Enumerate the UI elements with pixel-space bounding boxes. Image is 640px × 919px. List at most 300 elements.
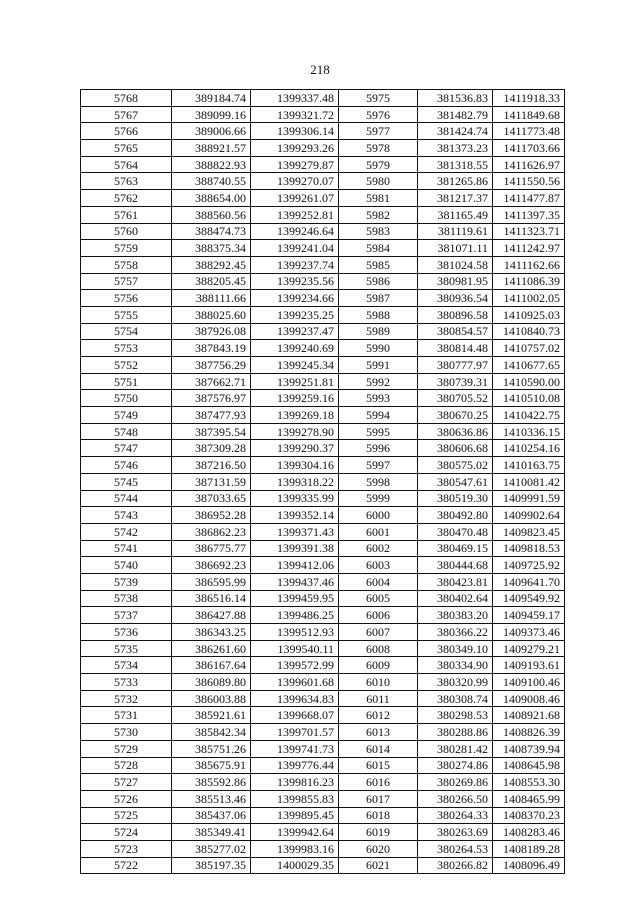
table-row <box>81 523 565 540</box>
x-coordinate-right-cell: 381424.74 <box>418 123 493 140</box>
point-id-right-cell: 6019 <box>339 824 418 841</box>
x-coordinate-left-cell: 387395.54 <box>172 423 251 440</box>
x-coordinate-left-cell: 388560.56 <box>172 206 251 223</box>
x-coordinate-left-cell: 385751.26 <box>172 740 251 757</box>
table-row <box>81 407 565 424</box>
point-id-left-cell: 5730 <box>81 724 172 741</box>
y-coordinate-right-cell: 1409641.70 <box>493 573 565 590</box>
table-row <box>81 707 565 724</box>
point-id-right-cell: 6012 <box>339 707 418 724</box>
x-coordinate-left-cell: 387309.28 <box>172 440 251 457</box>
x-coordinate-left-cell: 387477.93 <box>172 407 251 424</box>
y-coordinate-left-cell: 1399701.57 <box>251 724 339 741</box>
table-row <box>81 857 565 874</box>
x-coordinate-left-cell: 385513.46 <box>172 790 251 807</box>
x-coordinate-left-cell: 388292.45 <box>172 256 251 273</box>
point-id-left-cell: 5763 <box>81 173 172 190</box>
table-row <box>81 790 565 807</box>
y-coordinate-left-cell: 1399237.74 <box>251 256 339 273</box>
x-coordinate-left-cell: 388921.57 <box>172 140 251 157</box>
x-coordinate-left-cell: 385842.34 <box>172 724 251 741</box>
point-id-left-cell: 5731 <box>81 707 172 724</box>
x-coordinate-left-cell: 385277.02 <box>172 840 251 857</box>
point-id-left-cell: 5724 <box>81 824 172 841</box>
point-id-left-cell: 5742 <box>81 523 172 540</box>
y-coordinate-left-cell: 1399983.16 <box>251 840 339 857</box>
x-coordinate-right-cell: 380281.42 <box>418 740 493 757</box>
y-coordinate-right-cell: 1408096.49 <box>493 857 565 874</box>
x-coordinate-right-cell: 380670.25 <box>418 407 493 424</box>
x-coordinate-right-cell: 381024.58 <box>418 256 493 273</box>
point-id-left-cell: 5768 <box>81 90 172 107</box>
point-id-right-cell: 5983 <box>339 223 418 240</box>
x-coordinate-right-cell: 380288.86 <box>418 724 493 741</box>
y-coordinate-left-cell: 1399293.26 <box>251 140 339 157</box>
x-coordinate-right-cell: 380606.68 <box>418 440 493 457</box>
y-coordinate-left-cell: 1399270.07 <box>251 173 339 190</box>
point-id-left-cell: 5747 <box>81 440 172 457</box>
y-coordinate-right-cell: 1408826.39 <box>493 724 565 741</box>
point-id-left-cell: 5764 <box>81 156 172 173</box>
x-coordinate-right-cell: 380814.48 <box>418 340 493 357</box>
point-id-left-cell: 5767 <box>81 106 172 123</box>
table-row <box>81 573 565 590</box>
point-id-right-cell: 5980 <box>339 173 418 190</box>
y-coordinate-right-cell: 1408921.68 <box>493 707 565 724</box>
x-coordinate-right-cell: 380705.52 <box>418 390 493 407</box>
y-coordinate-left-cell: 1399437.46 <box>251 573 339 590</box>
table-row <box>81 90 565 107</box>
y-coordinate-right-cell: 1409549.92 <box>493 590 565 607</box>
table-row <box>81 457 565 474</box>
y-coordinate-left-cell: 1399235.56 <box>251 273 339 290</box>
point-id-left-cell: 5722 <box>81 857 172 874</box>
table-row <box>81 674 565 691</box>
x-coordinate-right-cell: 381119.61 <box>418 223 493 240</box>
y-coordinate-left-cell: 1399486.25 <box>251 607 339 624</box>
coordinates-table-body <box>81 90 565 874</box>
x-coordinate-left-cell: 386692.23 <box>172 557 251 574</box>
point-id-left-cell: 5745 <box>81 473 172 490</box>
point-id-right-cell: 6001 <box>339 523 418 540</box>
x-coordinate-right-cell: 380423.81 <box>418 573 493 590</box>
y-coordinate-right-cell: 1411162.66 <box>493 256 565 273</box>
x-coordinate-left-cell: 389006.66 <box>172 123 251 140</box>
table-row <box>81 106 565 123</box>
point-id-right-cell: 6020 <box>339 840 418 857</box>
table-row <box>81 774 565 791</box>
y-coordinate-left-cell: 1399540.11 <box>251 640 339 657</box>
x-coordinate-left-cell: 387576.97 <box>172 390 251 407</box>
table-row <box>81 490 565 507</box>
y-coordinate-right-cell: 1410590.00 <box>493 373 565 390</box>
table-row <box>81 690 565 707</box>
y-coordinate-right-cell: 1410081.42 <box>493 473 565 490</box>
point-id-left-cell: 5743 <box>81 507 172 524</box>
x-coordinate-right-cell: 380469.15 <box>418 540 493 557</box>
point-id-right-cell: 5997 <box>339 457 418 474</box>
point-id-left-cell: 5737 <box>81 607 172 624</box>
point-id-left-cell: 5734 <box>81 657 172 674</box>
x-coordinate-right-cell: 380444.68 <box>418 557 493 574</box>
y-coordinate-right-cell: 1411323.71 <box>493 223 565 240</box>
point-id-right-cell: 6009 <box>339 657 418 674</box>
point-id-left-cell: 5726 <box>81 790 172 807</box>
y-coordinate-right-cell: 1411849.68 <box>493 106 565 123</box>
point-id-left-cell: 5761 <box>81 206 172 223</box>
y-coordinate-left-cell: 1399245.34 <box>251 357 339 374</box>
x-coordinate-right-cell: 380470.48 <box>418 523 493 540</box>
point-id-right-cell: 5978 <box>339 140 418 157</box>
table-row <box>81 473 565 490</box>
x-coordinate-left-cell: 386261.60 <box>172 640 251 657</box>
y-coordinate-left-cell: 1399241.04 <box>251 240 339 257</box>
point-id-left-cell: 5765 <box>81 140 172 157</box>
y-coordinate-left-cell: 1400029.35 <box>251 857 339 874</box>
table-row <box>81 323 565 340</box>
x-coordinate-right-cell: 380519.30 <box>418 490 493 507</box>
y-coordinate-left-cell: 1399240.69 <box>251 340 339 357</box>
x-coordinate-left-cell: 389099.16 <box>172 106 251 123</box>
x-coordinate-left-cell: 388025.60 <box>172 306 251 323</box>
x-coordinate-right-cell: 380263.69 <box>418 824 493 841</box>
coordinates-table <box>80 89 565 874</box>
x-coordinate-left-cell: 385197.35 <box>172 857 251 874</box>
y-coordinate-right-cell: 1409902.64 <box>493 507 565 524</box>
y-coordinate-right-cell: 1409279.21 <box>493 640 565 657</box>
point-id-right-cell: 5999 <box>339 490 418 507</box>
point-id-left-cell: 5725 <box>81 807 172 824</box>
table-row <box>81 223 565 240</box>
point-id-left-cell: 5759 <box>81 240 172 257</box>
y-coordinate-right-cell: 1410422.75 <box>493 407 565 424</box>
table-row <box>81 807 565 824</box>
y-coordinate-left-cell: 1399337.48 <box>251 90 339 107</box>
x-coordinate-left-cell: 388474.73 <box>172 223 251 240</box>
x-coordinate-left-cell: 386343.25 <box>172 624 251 641</box>
point-id-right-cell: 6005 <box>339 590 418 607</box>
table-row <box>81 240 565 257</box>
point-id-left-cell: 5748 <box>81 423 172 440</box>
point-id-left-cell: 5729 <box>81 740 172 757</box>
point-id-right-cell: 5996 <box>339 440 418 457</box>
x-coordinate-left-cell: 388375.34 <box>172 240 251 257</box>
point-id-left-cell: 5752 <box>81 357 172 374</box>
x-coordinate-right-cell: 380981.95 <box>418 273 493 290</box>
y-coordinate-right-cell: 1411626.97 <box>493 156 565 173</box>
point-id-right-cell: 5987 <box>339 290 418 307</box>
x-coordinate-right-cell: 380636.86 <box>418 423 493 440</box>
table-row <box>81 624 565 641</box>
page-number: 218 <box>310 62 330 77</box>
y-coordinate-right-cell: 1410336.15 <box>493 423 565 440</box>
x-coordinate-right-cell: 380308.74 <box>418 690 493 707</box>
y-coordinate-right-cell: 1410163.75 <box>493 457 565 474</box>
x-coordinate-left-cell: 387216.50 <box>172 457 251 474</box>
table-row <box>81 390 565 407</box>
x-coordinate-left-cell: 385675.91 <box>172 757 251 774</box>
y-coordinate-left-cell: 1399335.99 <box>251 490 339 507</box>
table-row <box>81 590 565 607</box>
point-id-right-cell: 5975 <box>339 90 418 107</box>
point-id-right-cell: 6021 <box>339 857 418 874</box>
y-coordinate-left-cell: 1399278.90 <box>251 423 339 440</box>
x-coordinate-right-cell: 380402.64 <box>418 590 493 607</box>
y-coordinate-right-cell: 1411550.56 <box>493 173 565 190</box>
x-coordinate-right-cell: 381373.23 <box>418 140 493 157</box>
y-coordinate-right-cell: 1410254.16 <box>493 440 565 457</box>
x-coordinate-right-cell: 381482.79 <box>418 106 493 123</box>
x-coordinate-left-cell: 386516.14 <box>172 590 251 607</box>
table-row <box>81 557 565 574</box>
x-coordinate-right-cell: 380264.33 <box>418 807 493 824</box>
y-coordinate-right-cell: 1409818.53 <box>493 540 565 557</box>
y-coordinate-left-cell: 1399776.44 <box>251 757 339 774</box>
y-coordinate-left-cell: 1399251.81 <box>251 373 339 390</box>
table-row <box>81 640 565 657</box>
x-coordinate-left-cell: 388205.45 <box>172 273 251 290</box>
table-row <box>81 273 565 290</box>
table-row <box>81 156 565 173</box>
y-coordinate-left-cell: 1399371.43 <box>251 523 339 540</box>
x-coordinate-left-cell: 386089.80 <box>172 674 251 691</box>
y-coordinate-right-cell: 1409459.17 <box>493 607 565 624</box>
point-id-right-cell: 5976 <box>339 106 418 123</box>
x-coordinate-left-cell: 388822.93 <box>172 156 251 173</box>
x-coordinate-right-cell: 380274.86 <box>418 757 493 774</box>
point-id-right-cell: 5982 <box>339 206 418 223</box>
point-id-right-cell: 5998 <box>339 473 418 490</box>
y-coordinate-right-cell: 1409823.45 <box>493 523 565 540</box>
y-coordinate-left-cell: 1399855.83 <box>251 790 339 807</box>
x-coordinate-right-cell: 380298.53 <box>418 707 493 724</box>
point-id-right-cell: 6014 <box>339 740 418 757</box>
point-id-left-cell: 5744 <box>81 490 172 507</box>
y-coordinate-left-cell: 1399942.64 <box>251 824 339 841</box>
point-id-left-cell: 5760 <box>81 223 172 240</box>
x-coordinate-right-cell: 380896.58 <box>418 306 493 323</box>
table-row <box>81 206 565 223</box>
x-coordinate-right-cell: 381536.83 <box>418 90 493 107</box>
point-id-right-cell: 6010 <box>339 674 418 691</box>
x-coordinate-right-cell: 380266.50 <box>418 790 493 807</box>
y-coordinate-right-cell: 1409373.46 <box>493 624 565 641</box>
point-id-right-cell: 5992 <box>339 373 418 390</box>
y-coordinate-right-cell: 1408645.98 <box>493 757 565 774</box>
x-coordinate-right-cell: 380739.31 <box>418 373 493 390</box>
y-coordinate-right-cell: 1408553.30 <box>493 774 565 791</box>
point-id-left-cell: 5753 <box>81 340 172 357</box>
table-row <box>81 190 565 207</box>
point-id-right-cell: 5984 <box>339 240 418 257</box>
table-row <box>81 290 565 307</box>
point-id-left-cell: 5757 <box>81 273 172 290</box>
point-id-right-cell: 6004 <box>339 573 418 590</box>
point-id-left-cell: 5741 <box>81 540 172 557</box>
point-id-left-cell: 5727 <box>81 774 172 791</box>
x-coordinate-left-cell: 385437.06 <box>172 807 251 824</box>
y-coordinate-right-cell: 1411477.87 <box>493 190 565 207</box>
x-coordinate-right-cell: 381318.55 <box>418 156 493 173</box>
point-id-left-cell: 5766 <box>81 123 172 140</box>
point-id-left-cell: 5733 <box>81 674 172 691</box>
y-coordinate-left-cell: 1399269.18 <box>251 407 339 424</box>
x-coordinate-right-cell: 380264.53 <box>418 840 493 857</box>
point-id-right-cell: 5988 <box>339 306 418 323</box>
point-id-right-cell: 5991 <box>339 357 418 374</box>
table-row <box>81 607 565 624</box>
table-row <box>81 306 565 323</box>
y-coordinate-right-cell: 1410925.03 <box>493 306 565 323</box>
y-coordinate-right-cell: 1408370.23 <box>493 807 565 824</box>
point-id-left-cell: 5758 <box>81 256 172 273</box>
y-coordinate-right-cell: 1409193.61 <box>493 657 565 674</box>
y-coordinate-right-cell: 1409725.92 <box>493 557 565 574</box>
y-coordinate-right-cell: 1410510.08 <box>493 390 565 407</box>
point-id-right-cell: 6018 <box>339 807 418 824</box>
x-coordinate-right-cell: 380366.22 <box>418 624 493 641</box>
point-id-right-cell: 5990 <box>339 340 418 357</box>
x-coordinate-left-cell: 388740.55 <box>172 173 251 190</box>
y-coordinate-right-cell: 1408189.28 <box>493 840 565 857</box>
table-row <box>81 440 565 457</box>
x-coordinate-left-cell: 386167.64 <box>172 657 251 674</box>
point-id-right-cell: 6011 <box>339 690 418 707</box>
y-coordinate-left-cell: 1399290.37 <box>251 440 339 457</box>
x-coordinate-left-cell: 386427.88 <box>172 607 251 624</box>
x-coordinate-left-cell: 387033.65 <box>172 490 251 507</box>
x-coordinate-left-cell: 385921.61 <box>172 707 251 724</box>
table-row <box>81 423 565 440</box>
x-coordinate-right-cell: 381265.86 <box>418 173 493 190</box>
x-coordinate-right-cell: 381165.49 <box>418 206 493 223</box>
point-id-left-cell: 5736 <box>81 624 172 641</box>
y-coordinate-right-cell: 1410757.02 <box>493 340 565 357</box>
table-row <box>81 657 565 674</box>
y-coordinate-left-cell: 1399279.87 <box>251 156 339 173</box>
x-coordinate-left-cell: 387926.08 <box>172 323 251 340</box>
point-id-right-cell: 5985 <box>339 256 418 273</box>
y-coordinate-left-cell: 1399352.14 <box>251 507 339 524</box>
point-id-right-cell: 5994 <box>339 407 418 424</box>
x-coordinate-left-cell: 386595.99 <box>172 573 251 590</box>
point-id-right-cell: 6017 <box>339 790 418 807</box>
x-coordinate-right-cell: 381217.37 <box>418 190 493 207</box>
x-coordinate-left-cell: 385592.86 <box>172 774 251 791</box>
point-id-right-cell: 6008 <box>339 640 418 657</box>
y-coordinate-left-cell: 1399601.68 <box>251 674 339 691</box>
x-coordinate-right-cell: 380269.86 <box>418 774 493 791</box>
table-row <box>81 373 565 390</box>
point-id-left-cell: 5750 <box>81 390 172 407</box>
y-coordinate-left-cell: 1399235.25 <box>251 306 339 323</box>
point-id-left-cell: 5732 <box>81 690 172 707</box>
y-coordinate-left-cell: 1399304.16 <box>251 457 339 474</box>
y-coordinate-right-cell: 1409100.46 <box>493 674 565 691</box>
x-coordinate-left-cell: 386862.23 <box>172 523 251 540</box>
point-id-right-cell: 6013 <box>339 724 418 741</box>
point-id-right-cell: 5979 <box>339 156 418 173</box>
x-coordinate-right-cell: 380334.90 <box>418 657 493 674</box>
y-coordinate-right-cell: 1411397.35 <box>493 206 565 223</box>
point-id-left-cell: 5756 <box>81 290 172 307</box>
point-id-left-cell: 5740 <box>81 557 172 574</box>
point-id-right-cell: 6016 <box>339 774 418 791</box>
table-row <box>81 507 565 524</box>
y-coordinate-left-cell: 1399412.06 <box>251 557 339 574</box>
y-coordinate-left-cell: 1399234.66 <box>251 290 339 307</box>
point-id-left-cell: 5751 <box>81 373 172 390</box>
point-id-left-cell: 5754 <box>81 323 172 340</box>
y-coordinate-left-cell: 1399816.23 <box>251 774 339 791</box>
y-coordinate-left-cell: 1399895.45 <box>251 807 339 824</box>
y-coordinate-right-cell: 1411002.05 <box>493 290 565 307</box>
y-coordinate-right-cell: 1409008.46 <box>493 690 565 707</box>
y-coordinate-right-cell: 1410677.65 <box>493 357 565 374</box>
point-id-right-cell: 6015 <box>339 757 418 774</box>
point-id-left-cell: 5738 <box>81 590 172 607</box>
point-id-right-cell: 6003 <box>339 557 418 574</box>
table-row <box>81 824 565 841</box>
x-coordinate-left-cell: 386775.77 <box>172 540 251 557</box>
y-coordinate-right-cell: 1411242.97 <box>493 240 565 257</box>
table-row <box>81 540 565 557</box>
y-coordinate-left-cell: 1399741.73 <box>251 740 339 757</box>
x-coordinate-right-cell: 380492.80 <box>418 507 493 524</box>
point-id-right-cell: 6002 <box>339 540 418 557</box>
table-row <box>81 757 565 774</box>
table-row <box>81 173 565 190</box>
y-coordinate-right-cell: 1408465.99 <box>493 790 565 807</box>
x-coordinate-right-cell: 380936.54 <box>418 290 493 307</box>
x-coordinate-left-cell: 386952.28 <box>172 507 251 524</box>
y-coordinate-left-cell: 1399572.99 <box>251 657 339 674</box>
point-id-left-cell: 5723 <box>81 840 172 857</box>
x-coordinate-left-cell: 388654.00 <box>172 190 251 207</box>
y-coordinate-right-cell: 1411773.48 <box>493 123 565 140</box>
y-coordinate-left-cell: 1399321.72 <box>251 106 339 123</box>
table-row <box>81 357 565 374</box>
x-coordinate-right-cell: 380575.02 <box>418 457 493 474</box>
point-id-right-cell: 5986 <box>339 273 418 290</box>
y-coordinate-left-cell: 1399459.95 <box>251 590 339 607</box>
point-id-right-cell: 5981 <box>339 190 418 207</box>
point-id-right-cell: 5977 <box>339 123 418 140</box>
x-coordinate-right-cell: 380777.97 <box>418 357 493 374</box>
y-coordinate-right-cell: 1409991.59 <box>493 490 565 507</box>
x-coordinate-left-cell: 387756.29 <box>172 357 251 374</box>
y-coordinate-left-cell: 1399259.16 <box>251 390 339 407</box>
y-coordinate-left-cell: 1399391.38 <box>251 540 339 557</box>
y-coordinate-right-cell: 1411918.33 <box>493 90 565 107</box>
point-id-left-cell: 5749 <box>81 407 172 424</box>
table-row <box>81 724 565 741</box>
table-row <box>81 840 565 857</box>
x-coordinate-right-cell: 380266.82 <box>418 857 493 874</box>
x-coordinate-left-cell: 388111.66 <box>172 290 251 307</box>
table-row <box>81 140 565 157</box>
y-coordinate-left-cell: 1399237.47 <box>251 323 339 340</box>
table-row <box>81 740 565 757</box>
point-id-left-cell: 5762 <box>81 190 172 207</box>
y-coordinate-left-cell: 1399246.64 <box>251 223 339 240</box>
point-id-left-cell: 5746 <box>81 457 172 474</box>
point-id-left-cell: 5739 <box>81 573 172 590</box>
x-coordinate-left-cell: 386003.88 <box>172 690 251 707</box>
y-coordinate-left-cell: 1399261.07 <box>251 190 339 207</box>
y-coordinate-right-cell: 1411703.66 <box>493 140 565 157</box>
table-row <box>81 256 565 273</box>
